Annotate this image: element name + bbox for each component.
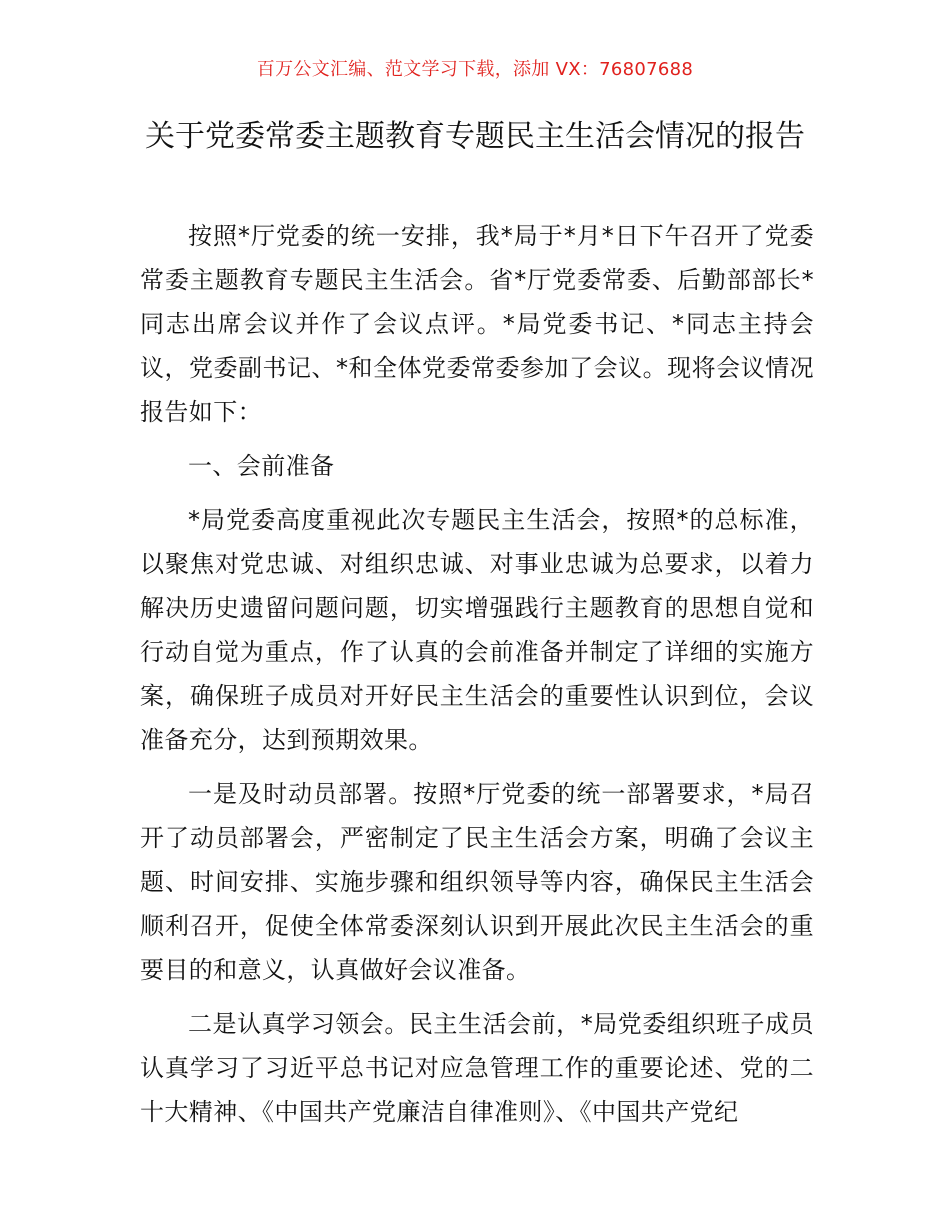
section-heading-preparation: 一、会前准备	[188, 452, 335, 480]
paragraph-mobilization: 一是及时动员部署。按照*厅党委的统一部署要求，*局召开了动员部署会，严密制定了民主生活会方案，明确了会议主题、时间安排、实施步骤和组织领导等内容，确保民主生活会顺利召开，促使全体常委深刻认识到开展此次民主生活会的重要目的和意义，认真做好会议准备。	[140, 780, 814, 984]
document-body	[140, 214, 814, 1144]
paragraph-intro: 按照*厅党委的统一安排，我*局于*月*日下午召开了党委常委主题教育专题民主生活会。省*厅党委常委、后勤部部长*同志出席会议并作了会议点评。*局党委书记、*同志主持会议，党委副书记、*和全体党委常委参加了会议。现将会议情况报告如下：	[140, 222, 814, 426]
paragraph-study: 二是认真学习领会。民主生活会前，*局党委组织班子成员认真学习了习近平总书记对应急管理工作的重要论述、党的二十大精神、《中国共产党廉洁自律准则》、《中国共产党纪	[140, 1010, 814, 1126]
header-watermark: 百万公文汇编、范文学习下载，添加 VX：76807688	[256, 59, 694, 80]
paragraph-preparation: *局党委高度重视此次专题民主生活会，按照*的总标准，以聚焦对党忠诚、对组织忠诚、对事业忠诚为总要求，以着力解决历史遗留问题问题，切实增强践行主题教育的思想自觉和行动自觉为重点，作了认真的会前准备并制定了详细的实施方案，确保班子成员对开好民主生活会的重要性认识到位，会议准备充分，达到预期效果。	[140, 506, 814, 754]
document-title: 关于党委常委主题教育专题民主生活会情况的报告	[145, 119, 805, 154]
